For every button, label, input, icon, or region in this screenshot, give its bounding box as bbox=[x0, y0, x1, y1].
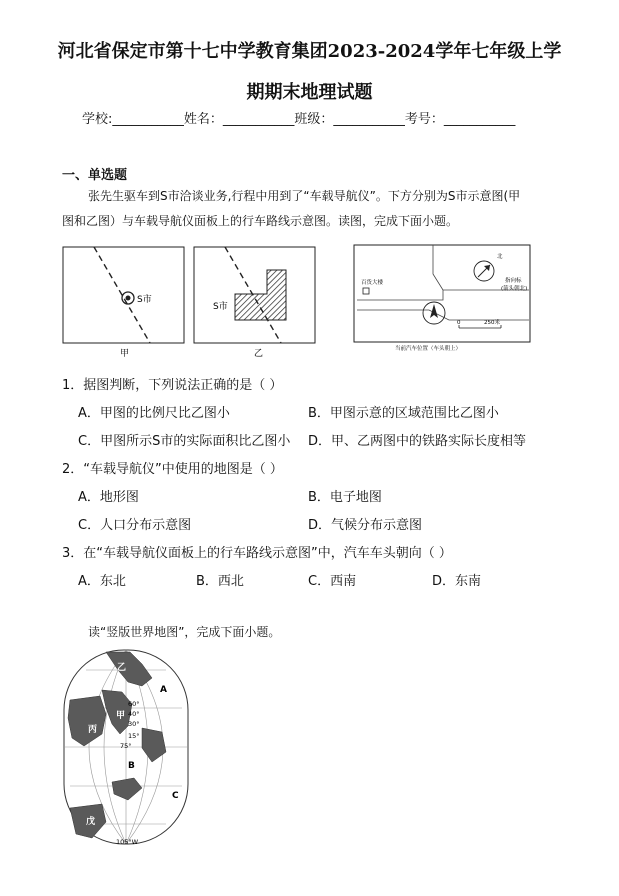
navigation-panel-map bbox=[353, 244, 533, 356]
q3-option-a: A．东北 bbox=[78, 574, 126, 589]
question-2: 2．“车载导航仪”中使用的地图是（ ） bbox=[62, 462, 283, 477]
label-b: B bbox=[128, 761, 135, 771]
q3-option-d: D．东南 bbox=[432, 574, 482, 589]
label-c: C bbox=[172, 791, 179, 801]
intro-paragraph-2: 读“竖版世界地图”，完成下面小题。 bbox=[88, 625, 281, 639]
q1-option-a: A．甲图的比例尺比乙图小 bbox=[78, 406, 230, 421]
vertical-world-map bbox=[62, 648, 192, 848]
label-jia: 甲 bbox=[116, 711, 126, 721]
landmass-b bbox=[112, 778, 142, 800]
q2-option-a: A．地形图 bbox=[78, 490, 139, 505]
building-label: 百货大楼 bbox=[361, 280, 384, 286]
lat-label-40: 40° bbox=[128, 710, 140, 718]
landmass-bing bbox=[68, 696, 106, 746]
student-info-line: 学校:___________姓名：___________班级：___________考号：___________ bbox=[82, 112, 516, 127]
scale-label: 250米 bbox=[484, 320, 500, 326]
caption-yi: 乙 bbox=[254, 349, 264, 359]
q2-option-c: C．人口分布示意图 bbox=[78, 518, 192, 533]
q3-option-b: B．西北 bbox=[196, 574, 244, 589]
car-position-label: 当前汽车位置（车头朝上） bbox=[395, 346, 462, 352]
q1-option-d: D．甲、乙两图中的铁路实际长度相等 bbox=[308, 434, 527, 449]
intro-paragraph-line-2: 图和乙图）与车载导航仪面板上的行车路线示意图。读图，完成下面小题。 bbox=[62, 214, 459, 228]
lat-label-60: 60° bbox=[128, 700, 140, 708]
question-3: 3．在“车载导航仪面板上的行车路线示意图”中，汽车车头朝向（ ） bbox=[62, 546, 452, 561]
north-label: 北 bbox=[497, 254, 503, 260]
title-line-2: 期期末地理试题 bbox=[246, 82, 373, 103]
title-line-1: 河北省保定市第十七中学教育集团2023-2024学年七年级上学 bbox=[57, 41, 562, 62]
scale-zero: 0 bbox=[457, 320, 461, 326]
s-city-label: S市 bbox=[213, 302, 228, 312]
lon-label-75: 75° bbox=[120, 742, 132, 750]
lon-label-105w: 105°W bbox=[116, 838, 139, 846]
q2-option-d: D．气候分布示意图 bbox=[308, 518, 423, 533]
label-bing: 丙 bbox=[88, 725, 98, 735]
caption-jia: 甲 bbox=[120, 349, 130, 359]
compass-label-2: (箭头朝北) bbox=[501, 286, 528, 292]
lat-label-15: 15° bbox=[128, 732, 140, 740]
label-yi: 乙 bbox=[117, 663, 127, 673]
question-1: 1．据图判断，下列说法正确的是（ ） bbox=[62, 378, 283, 393]
lat-label-30: 30° bbox=[128, 720, 140, 728]
map-yi bbox=[193, 246, 320, 361]
map-jia bbox=[62, 246, 186, 361]
compass-label-1: 指向标 bbox=[505, 278, 522, 284]
intro-paragraph-line-1: 张先生驱车到S市洽谈业务,行程中用到了“车载导航仪”。下方分别为S市示意图(甲 bbox=[88, 189, 521, 203]
road bbox=[357, 245, 443, 300]
q1-option-c: C．甲图所示S市的实际面积比乙图小 bbox=[78, 434, 291, 449]
section-heading: 一、单选题 bbox=[62, 168, 128, 183]
q1-option-b: B．甲图示意的区域范围比乙图小 bbox=[308, 406, 499, 421]
label-wu: 戊 bbox=[86, 817, 96, 827]
building-icon bbox=[363, 288, 369, 294]
q3-option-c: C．西南 bbox=[308, 574, 357, 589]
label-a: A bbox=[160, 685, 167, 695]
q2-option-b: B．电子地图 bbox=[308, 490, 382, 505]
s-city-label: S市 bbox=[137, 295, 152, 305]
